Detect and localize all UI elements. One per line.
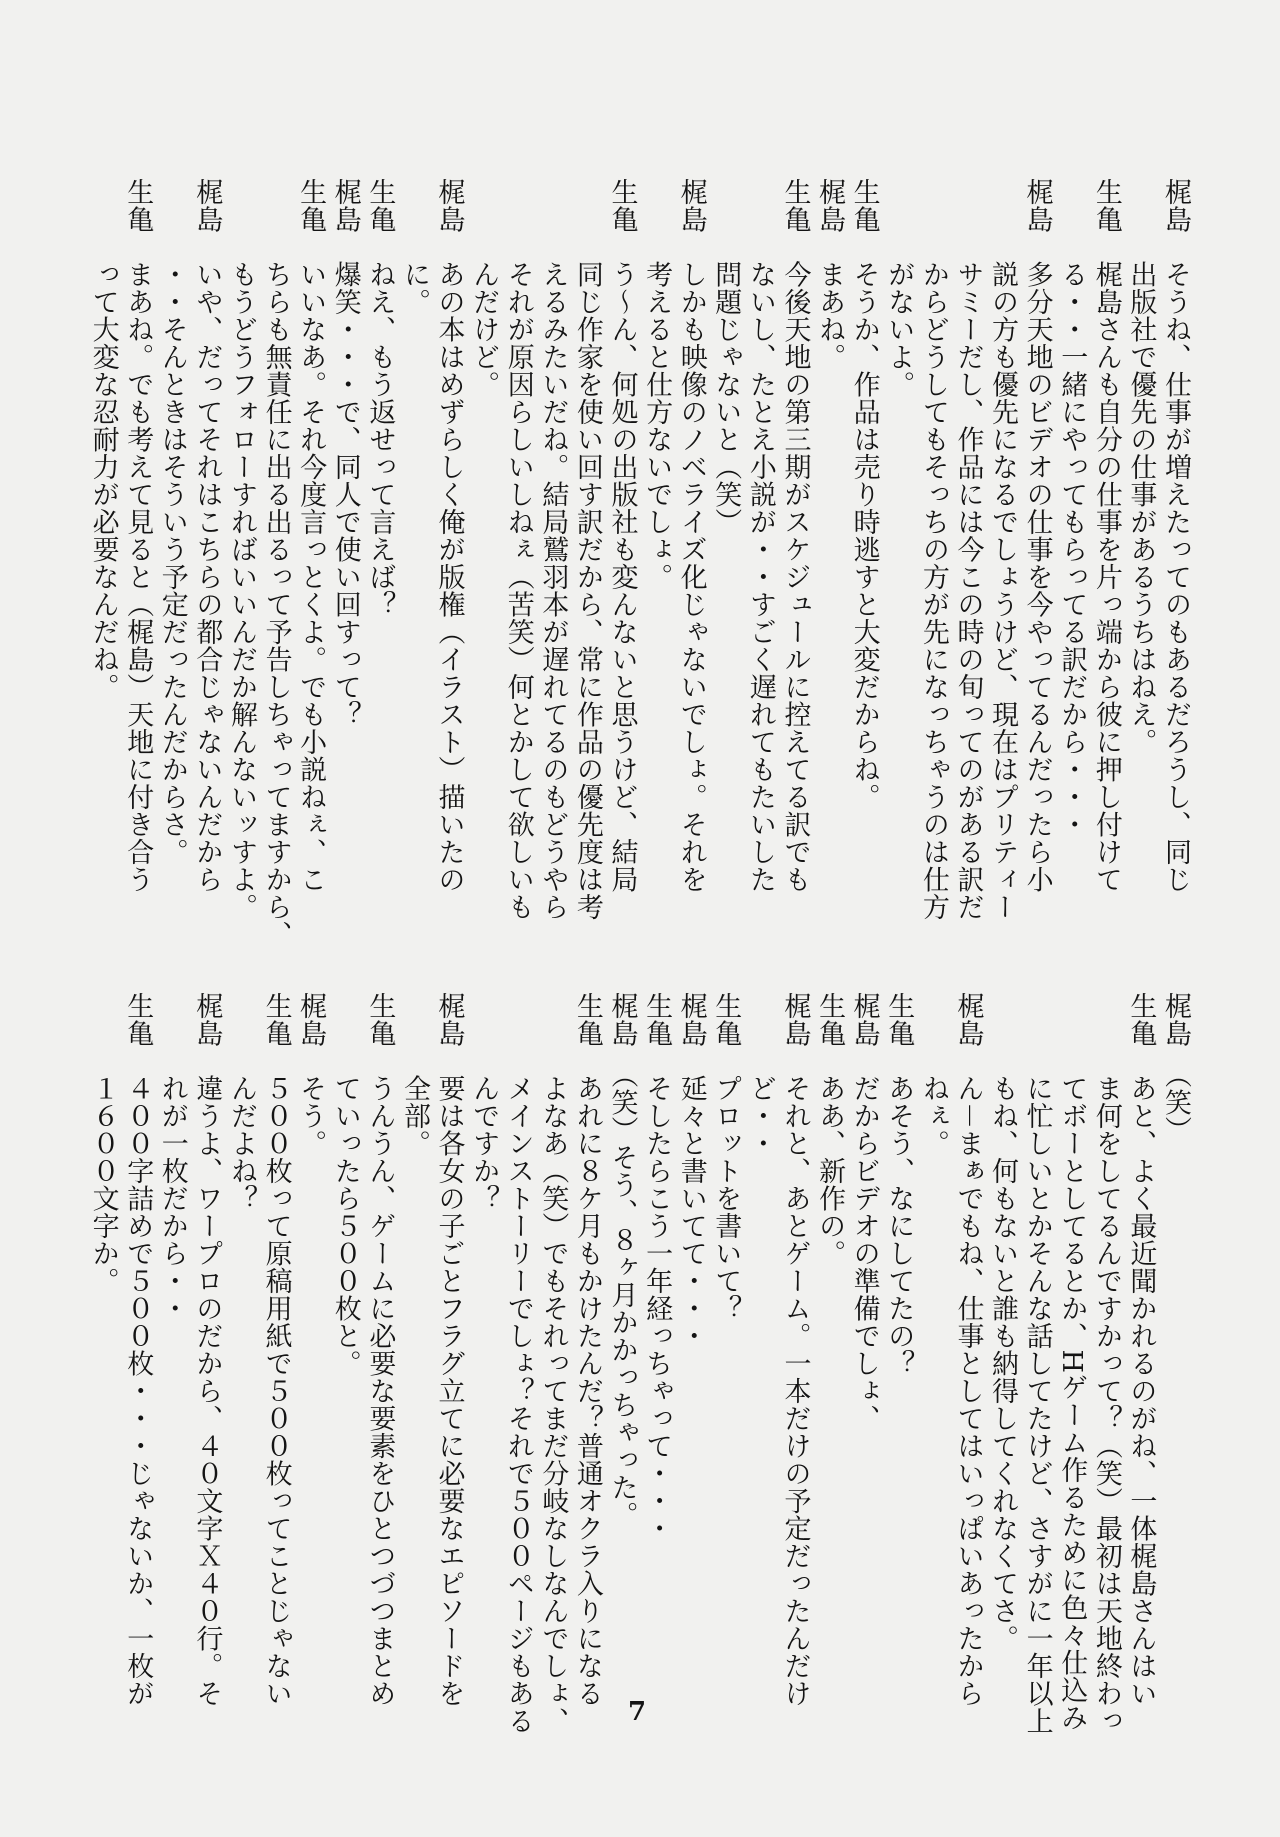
dialogue-line: 生亀 そうか、作品は売り時逃すと大変だからね。 [848,178,880,811]
dialogue-line: 生亀 うんうん、ゲームに必要な要素をひとつづつまとめ [364,992,396,1707]
dialogue-line: てボーとしてるとか、Hゲーム作るために色々仕込み [1056,992,1088,1732]
dialogue-line: サミーだし、作品には今この時の旬ってのがある訳だ [952,178,984,921]
dialogue-line: からどうしてもそっちの方が先になっちゃうのは仕方 [917,178,949,921]
dialogue-line: 梶島 違うよ、ワープロのだから、４０文字Ｘ４０行。そ [191,992,223,1707]
dialogue-line: 説の方も優先になるでしょうけど、現在はプリティー [987,178,1019,921]
dialogue-line: 梶島 ん－まぁでもね、仕事としてはいっぱいあったから [952,992,984,1707]
dialogue-line: れが一枚だから・・ [156,992,188,1322]
dialogue-line: って大変な忍耐力が必要なんだね。 [87,178,119,701]
dialogue-line: がないよ。 [883,178,915,398]
dialogue-line: んですか？ [468,992,500,1212]
dialogue-line: 生亀 あれに８ケ月もかけたんだ？普通オクラ入りになる [571,992,603,1707]
dialogue-line: 生亀 う～ん、何処の出版社も変んないと思うけど、結局 [606,178,638,893]
upper-dialogue-block [87,178,1192,968]
dialogue-line: 生亀 梶島さんも自分の仕事を片っ端から彼に押し付けて [1090,178,1122,893]
dialogue-line: 生亀 そしたらこう一年経っちゃって・・・ [641,992,673,1542]
dialogue-line: 生亀 プロットを書いて？ [710,992,742,1322]
page-number: 7 [628,1697,647,1727]
dialogue-line: ていったら５００枚と。 [329,992,361,1377]
dialogue-line: ちらも無責任に出る出るって予告しちゃってますから、 [260,178,292,948]
dialogue-line: ・・そんときはそういう予定だったんだからさ。 [156,178,188,866]
dialogue-line: ま何をしてるんですかって？（笑）最初は天地終わっ [1090,992,1122,1735]
dialogue-line: 梶島 そうね、仕事が増えたってのもあるだろうし、同じ [1160,178,1191,893]
dialogue-line: る・・一緒にやってもらってる訳だから・・・ [1056,178,1088,838]
dialogue-line: 生亀 ねえ、もう返せって言えば？ [364,178,396,618]
dialogue-line: メインストーリーでしょ？それで５００ページもある [502,992,534,1735]
dialogue-line: 梶島 要は各女の子ごとフラグ立てに必要なエピソードを [433,992,465,1707]
dialogue-line: えるみたいだね。結局鷲羽本が遅れてるのもどうやら [537,178,569,921]
dialogue-line: 生亀 今後天地の第三期がスケジュールに控えてる訳でも [779,178,811,893]
dialogue-line: 梶島 （笑）そう、８ヶ月かかっちゃった。 [606,992,638,1529]
dialogue-line: ないし、たとえ小説が・・すごく遅れてもたいした [744,178,776,893]
dialogue-line: 考えると仕方ないでしょ。 [641,178,673,591]
dialogue-line: 生亀 あと、よく最近聞かれるのがね、一体梶島さんはい [1125,992,1157,1707]
dialogue-line: 同じ作家を使い回す訳だから、常に作品の優先度は考 [571,178,603,921]
dialogue-line: 梶島 まあね。 [814,178,846,371]
dialogue-line: 生亀 ４００字詰めで５００枚・・・じゃないか、一枚が [122,992,154,1707]
dialogue-line: 問題じゃないと（笑） [710,178,742,536]
dialogue-line: に忙しいとかそんな話してたけど、さすがに一年以上 [1021,992,1053,1735]
dialogue-line: 生亀 ああ、新作の。 [814,992,846,1267]
dialogue-line: 出版社で優先の仕事があるうちはねえ。 [1125,178,1157,756]
dialogue-line: 梶島 （笑） [1160,992,1191,1144]
dialogue-line: に。 [398,178,430,316]
dialogue-line: 梶島 爆笑・・・で、同人で使い回すって？ [329,178,361,728]
dialogue-line: 梶島 多分天地のビデオの仕事を今やってるんだったら小 [1021,178,1053,893]
dialogue-line: それが原因らしいしねぇ（苦笑）何とかして欲しいも [502,178,534,921]
dialogue-line: 梶島 しかも映像のノベライズ化じゃないでしょ。それを [675,178,707,893]
dialogue-line: 梶島 延々と書いてて・・・ [675,992,707,1350]
dialogue-line: ど・・ [744,992,776,1157]
dialogue-line: １６００文字か。 [87,992,119,1295]
dialogue-line: 梶島 あの本はめずらしく俺が版権（イラスト）描いたの [433,178,465,893]
dialogue-line: 梶島 そう。 [295,992,327,1157]
dialogue-line: よなあ（笑）でもそれってまだ分岐なしなんでしょ、 [537,992,569,1735]
dialogue-line: 生亀 いいなあ。それ今度言っとくよ。でも小説ねぇ、こ [295,178,327,893]
lower-dialogue-block [87,992,1192,1735]
dialogue-line: んだけど。 [468,178,500,398]
dialogue-line: 生亀 ５００枚って原稿用紙で５００枚ってことじゃない [260,992,292,1707]
dialogue-line: 全部。 [398,992,430,1157]
dialogue-line: んだよね？ [225,992,257,1212]
dialogue-line: 生亀 まあね。でも考えて見ると（梶島）天地に付き合う [122,178,154,893]
dialogue-line: 梶島 それと、あとゲーム。一本だけの予定だったんだけ [779,992,811,1707]
dialogue-line: 梶島 いや、だってそれはこちらの都合じゃないんだから [191,178,223,893]
dialogue-line: もね、何もないと誰も納得してくれなくてさ。 [987,992,1019,1652]
dialogue-line: もうどうフォローすればいいんだか解んないッすよ。 [225,178,257,921]
dialogue-line: 梶島 だからビデオの準備でしょ、 [848,992,880,1432]
dialogue-line: ねぇ。 [917,992,949,1157]
dialogue-line: 生亀 あそう、なにしてたの？ [883,992,915,1377]
